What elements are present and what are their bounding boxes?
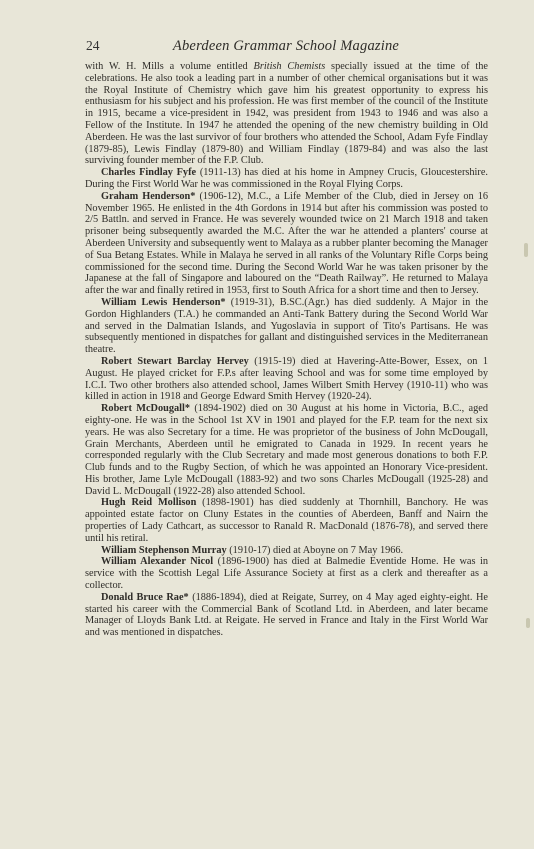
page-header [86,38,486,58]
obituary-entry [85,297,488,356]
entry-name: Charles Findlay Fyfe [101,167,197,179]
margin-mark [526,618,530,628]
entry-text: (1910-17) died at Aboyne on 7 May 1966. [226,544,404,556]
intro-text-start: with W. H. Mills a volume entitled [85,61,254,72]
margin-mark [524,243,528,257]
entry-text: (1886-1894), died at Reigate, Surrey, on 4 May aged eighty-eight. He started his career with the Commercial Bank of Scotland Ltd. in Aberdeen, and later became Manager of Lloyds Bank Ltd. at Reigate. He served in France and Italy in the First World War and was mentioned in dispatches. [85,591,488,639]
obituary-column [85,61,488,639]
entry-text: (1906-12), M.C., a Life Member of the Club, died in Jersey on 16 November 1965. He enlisted in the 4th Gordons in 1914 but after his commission was posted to 2/5 Battln. and served in France. He was severely wounded twice on 21 March 1918 and taken prisoner being subsequently awarded the M.C. After the war he attended a planters' course at Aberdeen University and subsequently went to Malaya as a rubber planter becoming the Manager of Sua Betang Estates. While in Malaya he served in all ranks of the Voluntary Rifle Corps being commissioned for the second time. During the Second World War he was taken prisoner by the Japanese at the fall of Singapore and laboured on the “Death Railway”. He returned to Malaya after the war and finally retired in 1953, first to South Africa for a short time and then to Jersey. [85,190,488,297]
entry-name: Robert Stewart Barclay Hervey [101,355,249,367]
obituary-entry [85,556,488,591]
entry-text: (1919-31), B.SC.(Agr.) has died suddenly. A Major in the Gordon Highlanders (T.A.) he commanded an Anti-Tank Battery during the Second World War and served in the Dalmatian Islands, and Yugoslavia in support of Tito's Partisans. He was subsequently mentioned in dispatches for gallant and distinguished services in the Mediterranean theatre. [85,296,489,356]
obituary-entry [85,191,488,297]
entry-text: (1894-1902) died on 30 August at his home in Victoria, B.C., aged eighty-one. He was in the School 1st XV in 1901 and played for the F.P. team for the next six years. He was also Secretary for a time. He was proprietor of the business of John McDougall, Grain Merchants, Aberdeen until he emigrated to Canada in 1929. In recent years he corresponded regularly with the Club Secretary and made most generous donations to both F.P. Club funds and to the Rugby Section, of which he was appointed an Honorary Vice-president. His brother, Jame Lyle McDougall (1883-92) and two sons Charles McDougall (1925-28) and David L. McDougall (1922-28) also attended School. [85,403,488,497]
obituary-entry [85,167,488,191]
entry-text: (1911-13) has died at his home in Ampney Crucis, Gloucestershire. During the First World War he was commissioned in the Royal Flying Corps. [85,167,488,190]
entry-text: (1898-1901) has died suddenly at Thornhill, Banchory. He was appointed estate factor on Cluny Estates in the counties of Aberdeen, Banff and Nairn the properties of Lady Cathcart, as successor to Ranald R. MacDonald (1876-78), and served there until his retiral. [85,497,488,544]
journal-title: Aberdeen Grammar School Magazine [172,38,400,54]
intro-text-rest: specially issued at the time of the celebrations. He also took a leading part in a number of other chemical organisations but it was the Royal Institute of Chemistry which gave him his greatest opportunity to express his enthusiasm for his subject and his profession. He was first member of the council of the Institute in 1915, became a vice-president in 1942, was president from 1943 to 1946 and was also a Fellow of the Institute. In 1947 he attended the opening of the new chemistry building in Old Aberdeen. He was the last survivor of four brothers who attended the School, Adam Fyfe Findlay (1879-85), Lewis Findlay (1879-80) and William Findlay (1879-84) and was also the last surviving founder member of the F.P. Club. [85,61,488,167]
entry-name: Graham Henderson* [101,190,196,202]
intro-paragraph [85,61,488,167]
obituary-entry [85,403,488,497]
entry-name: William Alexander Nicol [101,556,214,568]
entry-text: (1896-1900) has died at Balmedie Eventide Home. He was in service with the Scottish Legal Life Assurance Society at first as a clerk and thereafter as a collector. [85,556,488,592]
entry-name: Hugh Reid Mollison [101,497,197,509]
obituary-entry [85,592,488,639]
book-title: British Chemists [253,61,326,72]
obituary-entry [85,545,488,557]
entry-name: William Lewis Henderson* [101,296,226,308]
entry-text: (1915-19) died at Havering-Atte-Bower, Essex, on 1 August. He played cricket for F.P.s after leaving School and was for some time employed by I.C.I. Two other brothers also attended school, James Wilbert Smith Hervey (1910-11) who was killed in action in 1918 and George Edward Smith Hervey (1920-24). [85,355,488,403]
entry-name: Donald Bruce Rae* [101,591,189,603]
entry-name: Robert McDougall* [101,403,191,415]
obituary-entry [85,497,488,544]
entry-name: William Stephenson Murray [101,544,227,556]
page-number: 24 [86,38,100,53]
obituary-entry [85,356,488,403]
